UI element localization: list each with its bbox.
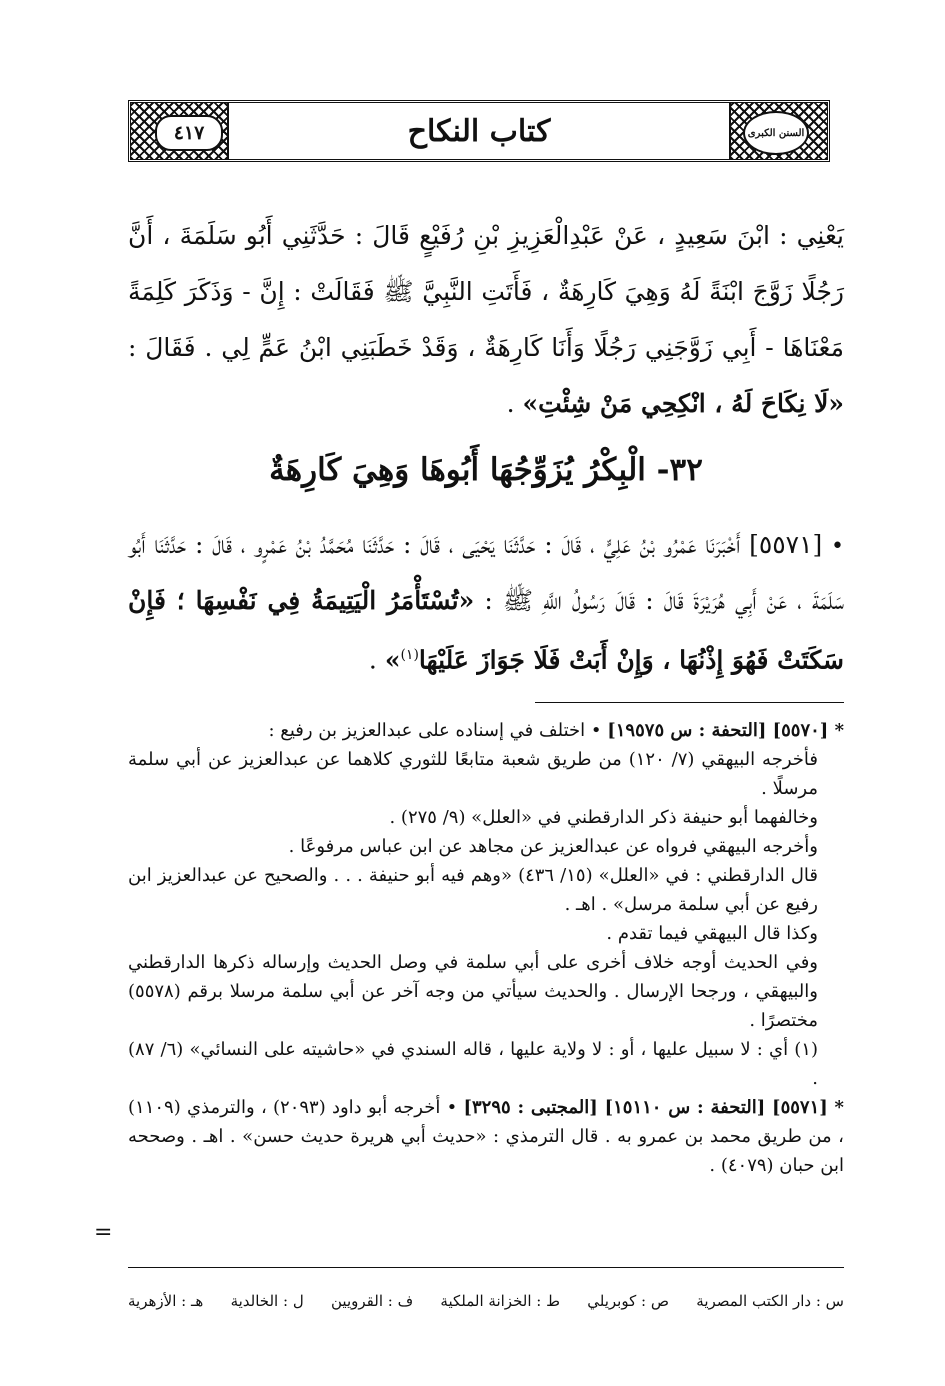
emblem-logo: السنن الكبرى — [743, 111, 809, 155]
hadith-2-text: أَخْبَرَنَا عَمْرُو بْنُ عَلِيٍّ ، قَالَ : حَدَّثَنَا يَحْيَى ، قَالَ : حَدَّثَنَا مُحَمَّدُ بْنُ عَمْرٍو ، قَالَ : حَدَّثَنَا أَبُو سَلَمَةَ ، عَنْ أَبِي هُرَيْرَةَ قَالَ : قَالَ رَسُولُ اللَّهِ ﷺ : — [128, 530, 845, 615]
legend-item: ف : القرويين — [331, 1292, 414, 1310]
legend-item: ط : الخزانة الملكية — [440, 1292, 560, 1310]
hadith-1-text: يَعْنِي : ابْنَ سَعِيدٍ ، عَنْ عَبْدِالْعَزِيزِ بْنِ رُفَيْعٍ قَالَ : حَدَّثَنِي أَبُو سَلَمَةَ ، أَنَّ رَجُلًا زَوَّجَ ابْنَةً لَهُ وَهِيَ كَارِهَةٌ ، فَأَتَتِ النَّبِيَّ ﷺ فَقَالَتْ : إِنَّ - وَذَكَرَ كَلِمَةً مَعْنَاهَا - أَبِي زَوَّجَنِي رَجُلًا وَأَنَا كَارِهَةٌ ، وَقَدْ خَطَبَنِي ابْنُ عَمٍّ لِي . فَقَالَ : — [128, 221, 844, 362]
note-5570-line: وكذا قال البيهقي فيما تقدم . — [606, 923, 818, 944]
hadith-2-quote: «تُسْتَأْمَرُ الْيَتِيمَةُ فِي نَفْسِهَا ؛ فَإِنْ سَكَتَتْ فَهُوَ إِذْنُهَا ، وَإِنْ أَبَتْ فَلَا جَوَازَ عَلَيْهَا — [128, 586, 844, 675]
hadith-1-quote: «لَا نِكَاحَ لَهُ ، انْكِحِي مَنْ شِئْتِ» — [522, 389, 844, 418]
hadith-2-number: [٥٥٧١] — [749, 530, 823, 559]
legend-item: هـ : الأزهرية — [128, 1292, 204, 1310]
hadith-2-quote-end: » — [384, 645, 401, 675]
header-title-panel — [227, 103, 731, 159]
footer-rule — [128, 1267, 844, 1268]
footnote-1: (١) أي : لا سبيل عليها ، أو : لا ولاية عليها ، قاله السندي في «حاشيته على النسائي» (٦/ ٨٧) . — [128, 1039, 818, 1089]
legend-item: ل : الخالدية — [230, 1292, 304, 1310]
legend-item: ص : كوبريلي — [587, 1292, 669, 1310]
note-5571-label: * [٥٥٧١] [التحفة : س ١٥١١٠] [المجتبى : ٣٢٩٥] — [463, 1097, 844, 1118]
footnote-ref[interactable]: (١) — [400, 647, 419, 663]
header-ornament-right — [731, 103, 827, 159]
note-5570-line: وأخرجه البيهقي فرواه عن عبدالعزيز عن مجاهد عن ابن عباس مرفوعًا . — [288, 836, 818, 857]
note-5570-head — [128, 716, 844, 745]
hadith-paragraph-1 — [128, 208, 844, 432]
manuscript-legend — [128, 1292, 844, 1310]
chapter-heading: ٣٢- الْبِكْرُ يُزَوِّجُهَا أَبُوهَا وَهِيَ كَارِهَةٌ — [269, 452, 703, 488]
note-5570-line: وفي الحديث أوجه خلاف أخرى على أبي سلمة في وصل الحديث وإرساله ذكرها الدارقطني والبيهقي ، ورجحا الإرسال . والحديث سيأتي من وجه آخر عن أبي سلمة مرسلا برقم (٥٥٧٨) مختصرًا . — [128, 952, 818, 1031]
legend-item: س : دار الكتب المصرية — [696, 1292, 844, 1310]
note-5570-line: فأخرجه البيهقي (٧/ ١٢٠) من طريق شعبة متابعًا للثوري كلاهما عن عبدالعزيز عن أبي سلمة مرسلًا . — [128, 749, 818, 799]
note-5570-line: وخالفهما أبو حنيفة ذكر الدارقطني في «العلل» (٩/ ٢٧٥) . — [389, 807, 818, 828]
note-5570-intro: • اختلف في إسناده على عبدالعزيز بن رفيع : — [268, 720, 602, 741]
page-number: ٤١٧ — [155, 115, 223, 151]
note-5570-line: قال الدارقطني : في «العلل» (١٥/ ٤٣٦) «وهم فيه أبو حنيفة . . . والصحيح عن عبدالعزيز ابن رفيع عن أبي سلمة مرسل» . اهـ . — [128, 865, 818, 915]
hadith-1-end: . — [506, 389, 523, 418]
header-ornament-left — [131, 103, 227, 159]
hadith-paragraph-2 — [128, 518, 844, 687]
note-5571-text: • أخرجه أبو داود (٢٠٩٣) ، والترمذي (١١٠٩) ، من طريق محمد بن عمرو به . قال الترمذي : «حديث أبي هريرة حديث حسن» . اهـ . وصححه ابن حبان (٤٠٧٩) . — [128, 1097, 844, 1176]
continuation-mark: = — [94, 1220, 113, 1245]
page-header — [128, 100, 830, 162]
footnote-separator — [535, 702, 844, 703]
book-title: كتاب النكاح — [407, 113, 551, 149]
hadith-2-end: . — [368, 645, 385, 675]
bullet-icon: • — [831, 534, 844, 559]
note-5570-label: * [٥٥٧٠] [التحفة : س ١٩٥٧٥] — [607, 720, 844, 741]
note-5571 — [128, 1093, 844, 1180]
footnotes — [128, 716, 844, 1180]
